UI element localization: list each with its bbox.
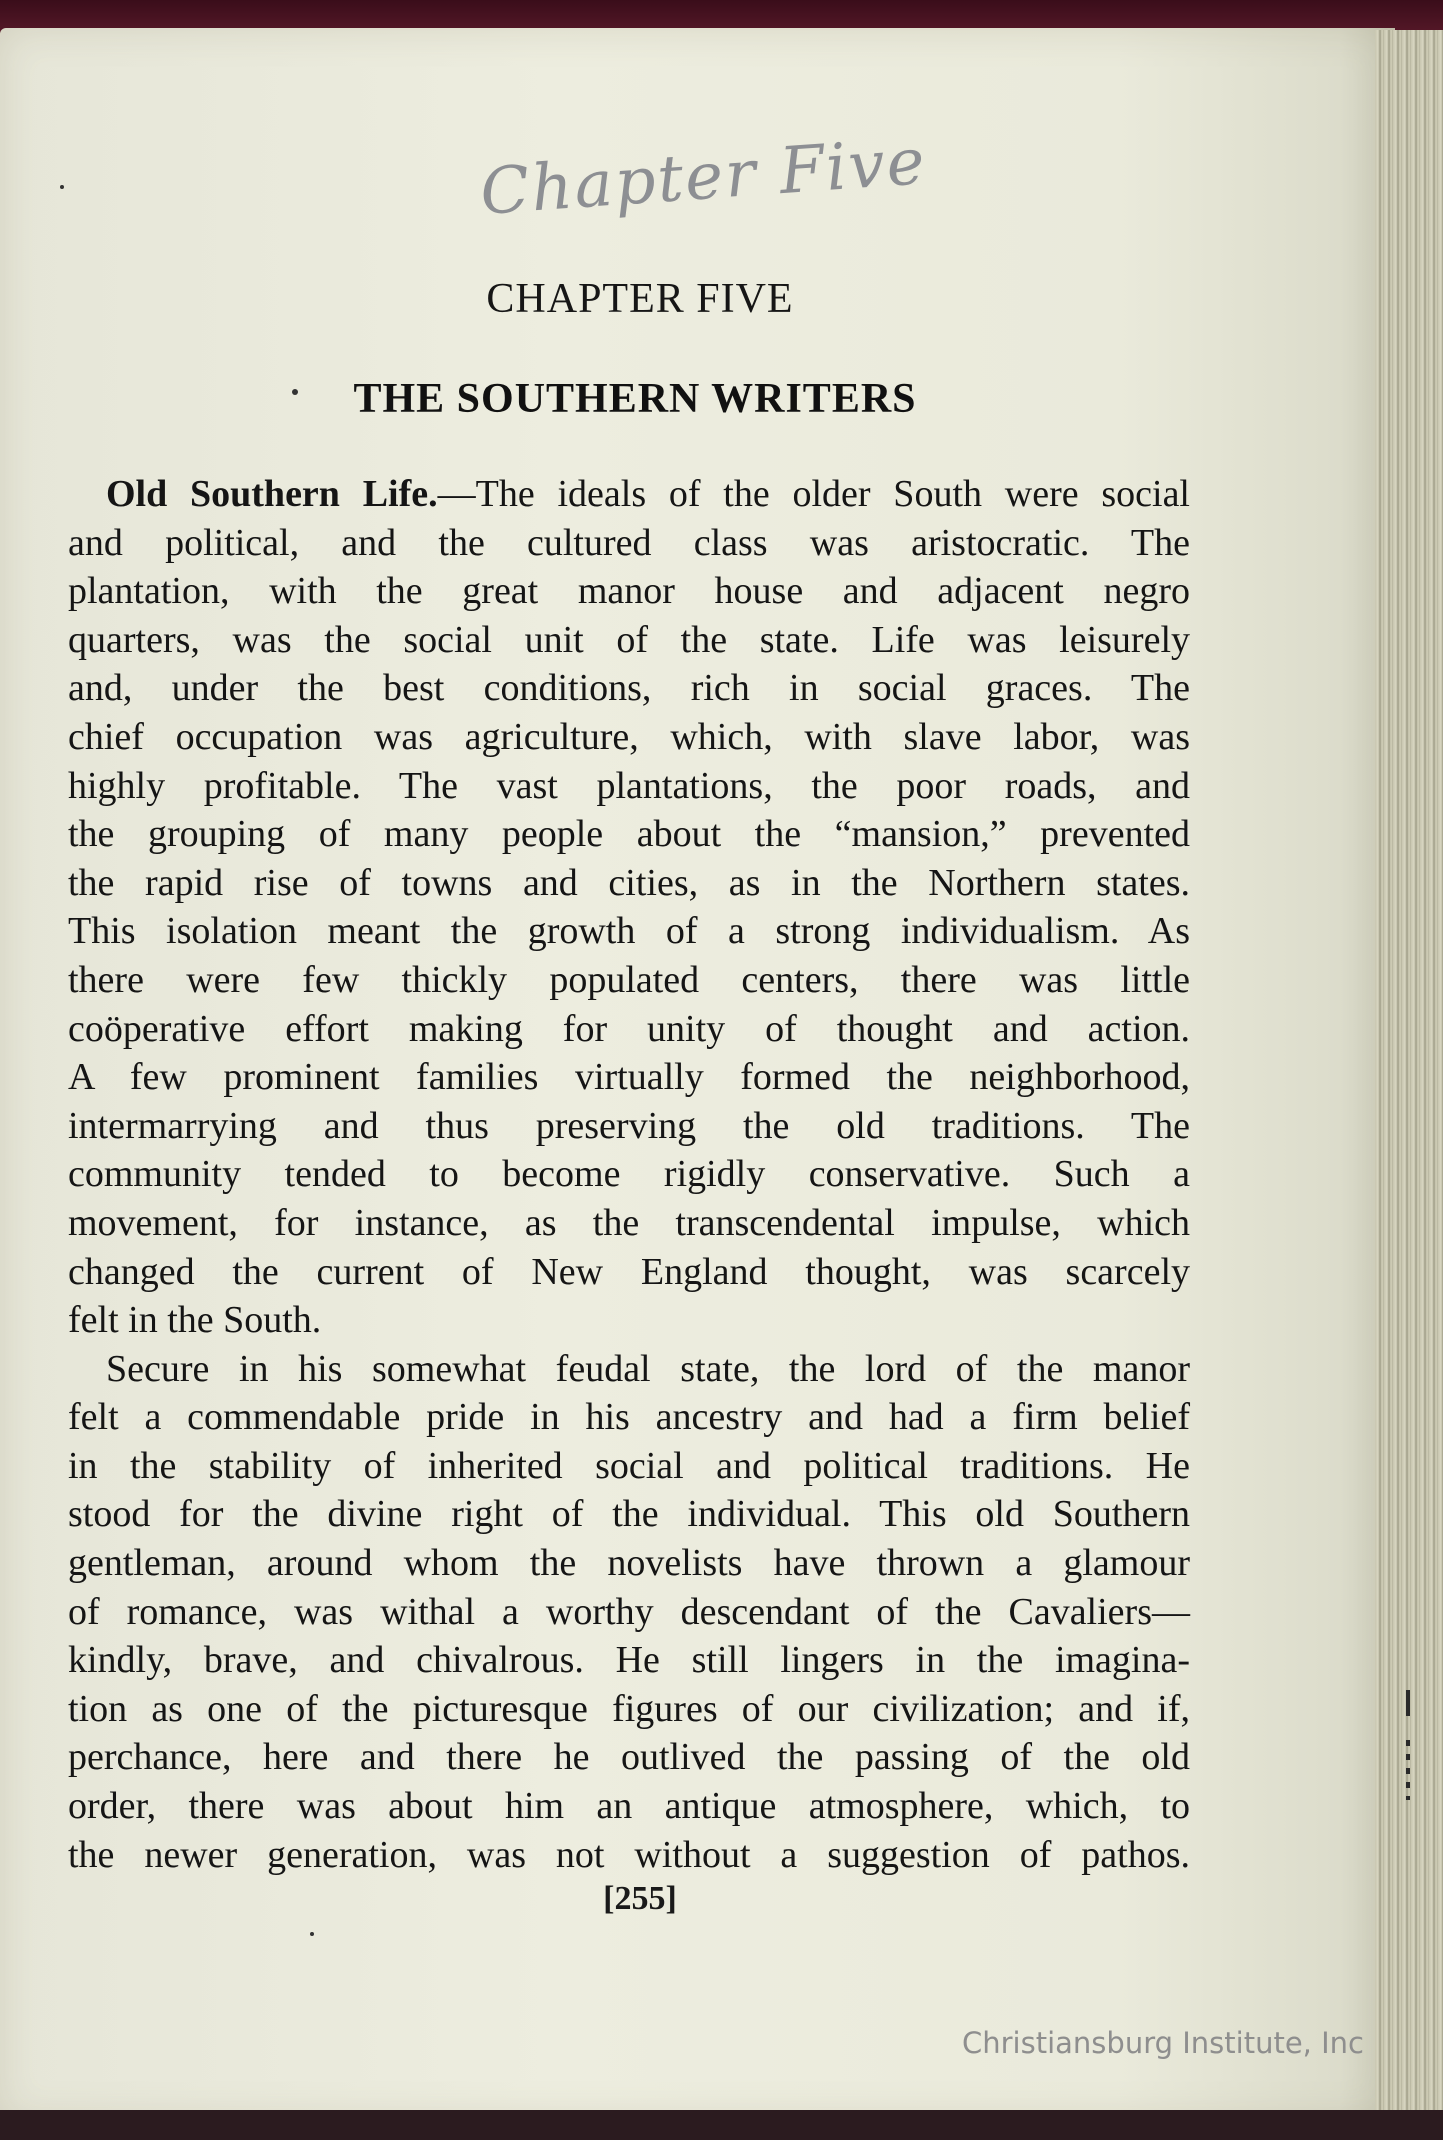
- text-line: order, there was about him an antique atmosphere, which, to: [68, 1785, 1190, 1828]
- text-line: in the stability of inherited social and political traditions. He: [68, 1444, 1190, 1487]
- body-text: [68, 470, 1190, 1879]
- text-line: the newer generation, was not without a suggestion of pathos.: [68, 1833, 1190, 1876]
- text-line: gentleman, around whom the novelists have thrown a glamour: [68, 1542, 1190, 1585]
- text-line: there were few thickly populated centers, there was little: [68, 958, 1190, 1001]
- text-line: the rapid rise of towns and cities, as in the Northern states.: [68, 861, 1190, 904]
- margin-mark: [1406, 1690, 1410, 1716]
- text-line: community tended to become rigidly conservative. Such a: [68, 1153, 1190, 1196]
- page-number: [255]: [603, 1880, 677, 1917]
- chapter-label: CHAPTER FIVE: [486, 276, 794, 322]
- text-line: perchance, here and there he outlived the passing of the old: [68, 1736, 1190, 1779]
- handwritten-note: Chapter Five: [477, 124, 929, 230]
- paragraph-lord-of-manor: [68, 1345, 1190, 1880]
- text-line: Secure in his somewhat feudal state, the lord of the manor: [106, 1347, 1190, 1390]
- text-line: Old Southern Life.—The ideals of the older South were social: [106, 473, 1190, 515]
- text-line: This isolation meant the growth of a strong individualism. As: [68, 910, 1190, 953]
- text-line: coöperative effort making for unity of thought and action.: [68, 1007, 1190, 1050]
- ink-dot: [60, 185, 64, 189]
- chapter-title: THE SOUTHERN WRITERS: [353, 376, 917, 422]
- text-line: A few prominent families virtually formed the neighborhood,: [68, 1056, 1190, 1099]
- text-line: chief occupation was agriculture, which, with slave labor, was: [68, 715, 1190, 758]
- text-line: highly profitable. The vast plantations, the poor roads, and: [68, 764, 1190, 807]
- text-line: and political, and the cultured class was aristocratic. The: [68, 521, 1190, 564]
- text-line: the grouping of many people about the “mansion,” prevented: [68, 813, 1190, 856]
- text-line: kindly, brave, and chivalrous. He still lingers in the imagina-: [68, 1639, 1190, 1682]
- text-line: plantation, with the great manor house and adjacent negro: [68, 570, 1190, 613]
- text-line: quarters, was the social unit of the state. Life was leisurely: [68, 618, 1190, 661]
- text-line: stood for the divine right of the individual. This old Southern: [68, 1493, 1190, 1536]
- text-line: and, under the best conditions, rich in social graces. The: [68, 667, 1190, 710]
- text-line: felt in the South.: [68, 1299, 322, 1342]
- text-line: of romance, was withal a worthy descendant of the Cavaliers—: [68, 1590, 1190, 1633]
- text-line: changed the current of New England thought, was scarcely: [68, 1250, 1190, 1293]
- text-line: intermarrying and thus preserving the old traditions. The: [68, 1104, 1190, 1147]
- paragraph-old-southern-life: [68, 470, 1190, 1345]
- text-line: tion as one of the picturesque figures of our civilization; and if,: [68, 1687, 1190, 1730]
- ink-dot: [310, 1932, 314, 1936]
- section-heading: Old Southern Life.: [106, 473, 438, 515]
- margin-mark: [1406, 1740, 1410, 1800]
- background-strip: [0, 2110, 1443, 2140]
- watermark: Christiansburg Institute, Inc: [962, 2026, 1364, 2060]
- text-line: felt a commendable pride in his ancestry and had a firm belief: [68, 1396, 1190, 1439]
- text-line: movement, for instance, as the transcendental impulse, which: [68, 1201, 1190, 1244]
